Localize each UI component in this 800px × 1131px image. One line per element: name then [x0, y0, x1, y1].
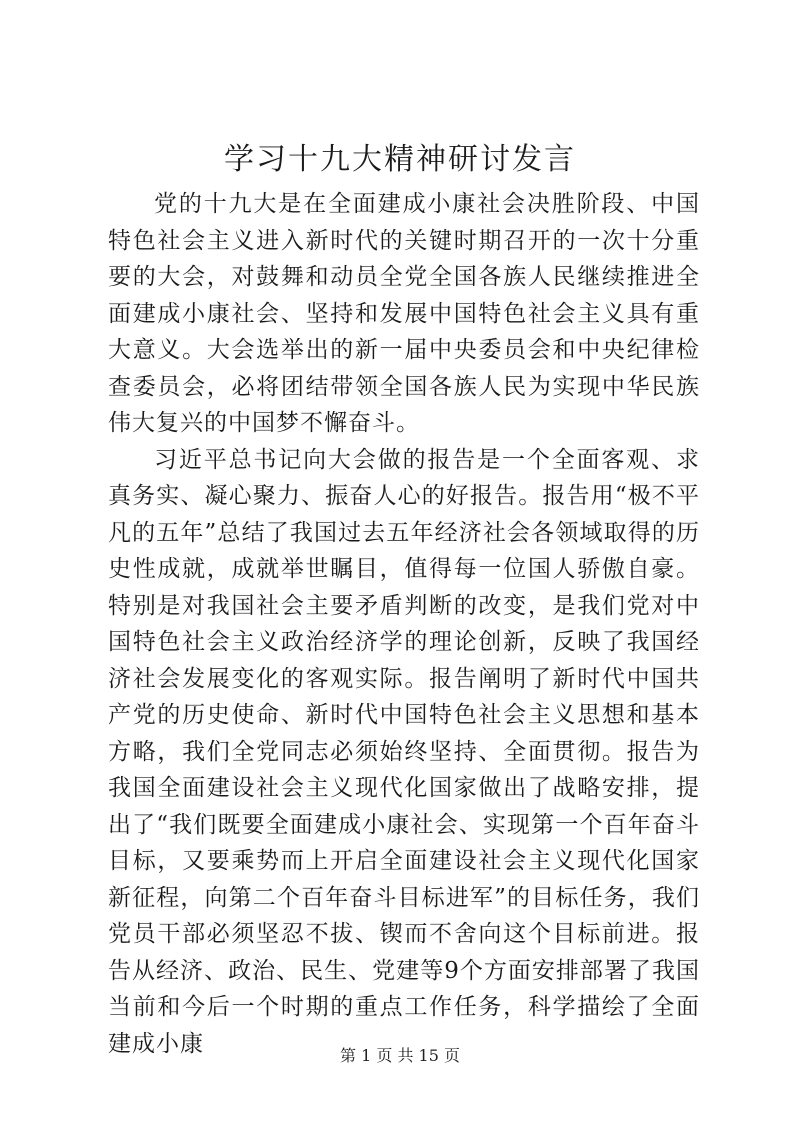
paragraph-2: 习近平总书记向大会做的报告是一个全面客观、求真务实、凝心聚力、振奋人心的好报告。报告用“极不平凡的五年”总结了我国过去五年经济社会各领域取得的历史性成就，成就举世瞩目，值得每一位国人骄傲自豪。特别是对我国社会主要矛盾判断的改变，是我们党对中国特色社会主义政治经济学的理论创新，反映了我国经济社会发展变化的客观实际。报告阐明了新时代中国共产党的历史使命、新时代中国特色社会主义思想和基本方略，我们全党同志必须始终坚持、全面贯彻。报告为我国全面建设社会主义现代化国家做出了战略安排，提出了“我们既要全面建成小康社会、实现第一个百年奋斗目标，又要乘势而上开启全面建设社会主义现代化国家新征程，向第二个百年奋斗目标进军”的目标任务，我们党员干部必须坚忍不拔、锲而不舍向这个目标前进。报告从经济、政治、民生、党建等9个方面安排部署了我国当前和今后一个时期的重点工作任务，科学描绘了全面建成小康	[108, 446, 700, 1057]
document-body	[108, 186, 700, 1062]
page-number-footer: 第 1 页 共 15 页	[340, 1046, 460, 1065]
paragraph-1: 党的十九大是在全面建成小康社会决胜阶段、中国特色社会主义进入新时代的关键时期召开的一次十分重要的大会，对鼓舞和动员全党全国各族人民继续推进全面建成小康社会、坚持和发展中国特色社会主义具有重大意义。大会选举出的新一届中央委员会和中央纪律检查委员会，必将团结带领全国各族人民为实现中华民族伟大复兴的中国梦不懈奋斗。	[108, 191, 700, 436]
document-title: 学习十九大精神研讨发言	[224, 142, 576, 177]
